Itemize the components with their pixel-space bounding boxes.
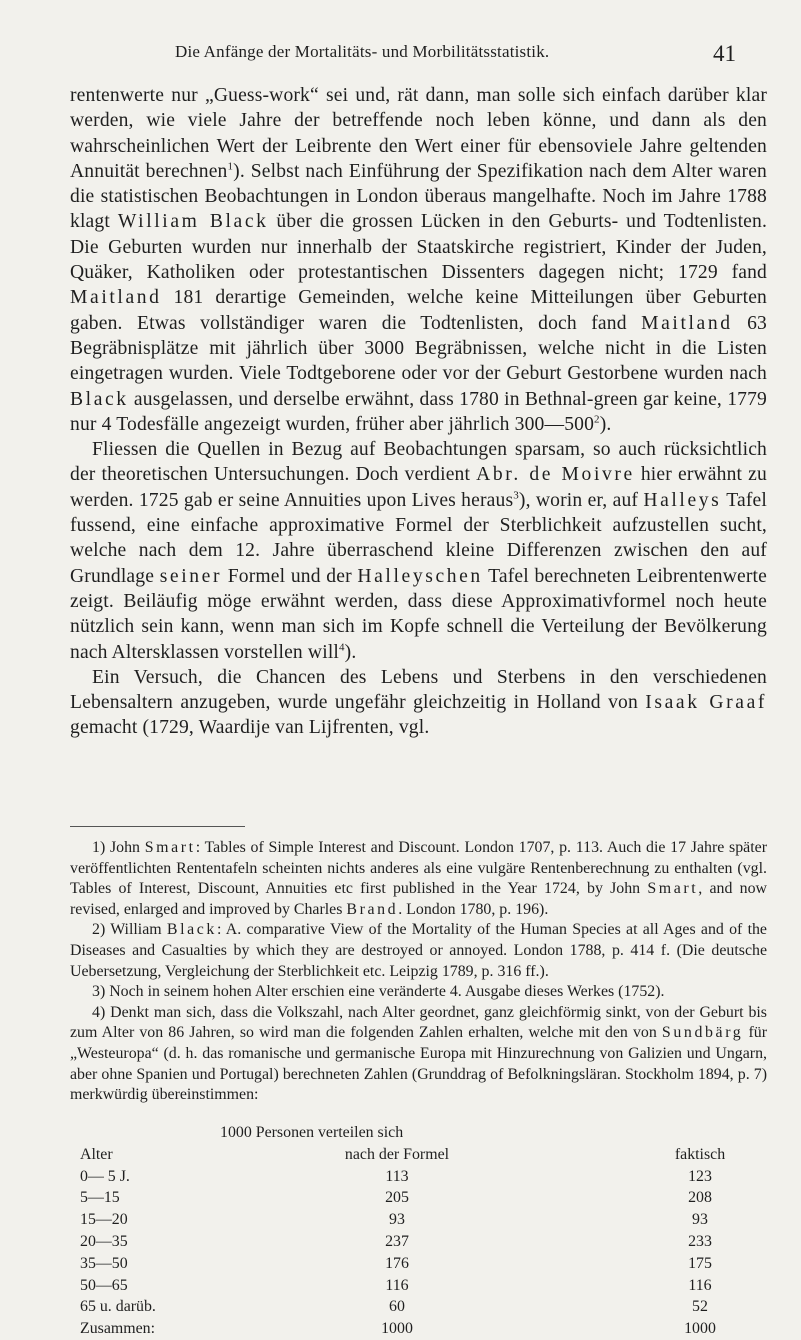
spaced-name: Maitland: [70, 287, 162, 309]
spaced-name: Halleys: [643, 489, 722, 511]
col-header-formula: nach der Formel: [344, 1145, 450, 1163]
table-row: [80, 1209, 770, 1231]
paragraph: [70, 665, 767, 741]
table-row: [80, 1231, 770, 1253]
table-row: [80, 1166, 770, 1188]
text-run: Tafel fussend, eine einfache approximative Formel der Sterblichkeit aufzustellen sucht, welche nach dem 12. Jahre überraschend kleine Differenzen zwischen den auf Grundlage: [70, 489, 767, 587]
spaced-name: Brand: [346, 900, 399, 918]
cell-formula: 205: [385, 1189, 409, 1207]
footnote: [70, 920, 767, 982]
text-run: für „Westeuropa“ (d. h. das romanische und germanische Europa mit Hinzurechnung von Galizien und Ungarn, aber ohne Spanien und Portugal) berechneten Zahlen (Grunddrag of Befolkningsläran. Stockholm 1894, p. 7) merkwürdig übereinstimmen:: [70, 1024, 767, 1104]
footnote: [70, 838, 767, 920]
text-run: 1) John: [92, 839, 145, 856]
spaced-name: Abr. de Moivre: [476, 464, 635, 486]
text-run: ). Selbst nach Einführung der Spezifikation nach dem Alter waren die statistischen Beobachtungen in London überaus mangelhafte. Noch im Jahre 1788 klagt: [70, 160, 767, 233]
cell-actual: 116: [688, 1276, 712, 1294]
text-run: 4) Denkt man sich, dass die Volkszahl, nach Alter geordnet, ganz gleichförmig sinkt, von der Geburt bis zum Alter von 86 Jahren, so wird man die folgenden Zahlen erhalten, welche mit den von: [70, 1003, 767, 1042]
cell-age: 15—20: [80, 1211, 128, 1229]
text-run: : A. comparative View of the Mortality of the Human Species at all Ages and of the Diseases and Casualties by which they are destroyed or annoyed. London 1788, p. 414 f. (Die deutsche Uebersetzung, Vergleichung der Sterblichkeit etc. Leipzig 1789, p. 316 ff.).: [70, 921, 767, 980]
table-row: [80, 1296, 770, 1318]
text-run: : Tables of Simple Interest and Discount. London 1707, p. 113. Auch die 17 Jahre später veröffentlichten Rententafeln scheinten nichts anderes als eine vulgäre Rentenberechnung zu enthalten (vgl. Tables of Interest, Discount, Annuities etc first published in the Year 1724, by John: [70, 839, 767, 898]
spaced-name: Black: [70, 388, 129, 410]
cell-formula: 1000: [381, 1320, 413, 1338]
text-run: Fliessen die Quellen in Bezug auf Beobachtungen sparsam, so auch rücksichtlich der theoretischen Untersuchungen. Doch verdient: [70, 439, 767, 486]
spaced-name: Sundbärg: [661, 1024, 744, 1042]
text-run: 3) Noch in seinem hohen Alter erschien eine veränderte 4. Ausgabe dieses Werkes (1752).: [92, 983, 665, 1001]
table-row: [80, 1318, 770, 1340]
text-run: ausgelassen, und derselbe erwähnt, dass 1780 in Bethnal-green gar keine, 1779 nur 4 Todesfälle angezeigt wurden, früher aber jährlich 300—500: [70, 388, 767, 435]
footnote-ref: 1: [227, 160, 234, 173]
table-caption-row: [80, 1122, 770, 1144]
running-title: Die Anfänge der Mortalitäts- und Morbilitätsstatistik.: [175, 42, 550, 61]
spaced-name: Isaak Graaf: [645, 692, 767, 714]
cell-age: Zusammen:: [80, 1320, 156, 1338]
text-run: über die grossen Lücken in den Geburts- und Todtenlisten. Die Geburten wurden nur innerhalb der Staatskirche registriert, Kinder der Juden, Quäker, Katholiken oder protestantischen Dissenters dagegen nicht; 1729 fand: [70, 211, 767, 284]
cell-formula: 93: [389, 1211, 405, 1229]
spaced-name: seiner: [159, 565, 223, 587]
footnote-separator: [70, 826, 245, 827]
paragraph: [70, 437, 767, 665]
col-header-actual: faktisch: [674, 1145, 726, 1163]
text-run: hier erwähnt zu werden. 1725 gab er seine Annuities upon Lives heraus: [70, 464, 767, 511]
cell-age: 65 u. darüb.: [80, 1298, 156, 1316]
text-run: Ein Versuch, die Chancen des Lebens und Sterbens in den verschiedenen Lebensaltern anzugeben, wurde ungefähr gleichzeitig in Holland von: [70, 666, 767, 714]
cell-age: 20—35: [80, 1232, 128, 1250]
cell-formula: 113: [385, 1167, 409, 1185]
page-number: 41: [713, 41, 736, 66]
paragraph: [70, 83, 767, 437]
text-run: 63 Begräbnisplätze mit jährlich über 3000 Begräbnissen, welche nicht in die Listen eingetragen wurden. Viele Todtgeborene oder vor der Geburt Gestorbene wurden nach: [70, 312, 767, 385]
cell-actual: 52: [692, 1298, 708, 1316]
text-run: ), worin er, auf: [518, 489, 644, 511]
footnote: [70, 982, 767, 1003]
cell-actual: 123: [688, 1167, 712, 1185]
cell-actual: 233: [688, 1232, 712, 1250]
body-text: [70, 83, 767, 741]
spaced-name: Maitland: [641, 312, 733, 334]
text-run: Formel und der: [222, 565, 358, 587]
text-run: ).: [599, 413, 612, 435]
text-run: ).: [344, 641, 357, 663]
footnote-ref: 3: [513, 489, 519, 502]
footnotes: [70, 838, 767, 1106]
text-run: gemacht (1729, Waardije van Lijfrenten, vgl.: [70, 717, 430, 739]
table-row: [80, 1275, 770, 1297]
col-header-age: Alter: [80, 1145, 113, 1163]
cell-actual: 208: [688, 1189, 712, 1207]
text-run: Tafel berechneten Leibrentenwerte zeigt. Beiläufig möge erwähnt werden, dass diese Approximativformel noch heute nützlich sein kann, wenn man sich im Kopfe schnell die Verteilung der Bevölkerung nach Altersklassen vorstellen will: [70, 565, 767, 663]
cell-age: 5—15: [80, 1189, 120, 1207]
spaced-name: Smart: [144, 839, 196, 856]
cell-actual: 1000: [684, 1320, 716, 1338]
text-run: rentenwerte nur „Guess-work“ sei und, rät dann, man solle sich einfach darüber klar werden, wie viele Jahre der betreffende noch leben könne, und dann als den wahrscheinlichen Wert der Leibrente den Wert einer für ebensoviele Jahre geltenden Annuität berechnen: [70, 85, 767, 182]
cell-formula: 60: [389, 1298, 405, 1316]
footnote-ref: 2: [594, 413, 600, 426]
cell-age: 0— 5 J.: [80, 1167, 130, 1185]
table-row: [80, 1187, 770, 1209]
running-header: [0, 42, 801, 72]
cell-age: 35—50: [80, 1254, 128, 1272]
text-run: , and now revised, enlarged and improved by Charles: [70, 880, 767, 918]
cell-formula: 237: [385, 1232, 409, 1250]
cell-actual: 93: [692, 1211, 708, 1229]
text-run: 2) William: [92, 921, 167, 939]
text-run: . London 1780, p. 196).: [398, 900, 549, 918]
footnote: [70, 1003, 767, 1106]
table-row: [80, 1253, 770, 1275]
spaced-name: William Black: [117, 211, 269, 233]
spaced-name: Black: [166, 921, 217, 939]
cell-formula: 116: [385, 1276, 409, 1294]
cell-actual: 175: [688, 1254, 712, 1272]
spaced-name: Smart: [647, 880, 699, 898]
spaced-name: Halleyschen: [357, 565, 483, 587]
age-distribution-table: [80, 1122, 770, 1340]
footnote-ref: 4: [339, 641, 345, 653]
cell-age: 50—65: [80, 1276, 128, 1294]
text-run: 181 derartige Gemeinden, welche keine Mitteilungen über Geburten gaben. Etwas vollständiger waren die Todtenlisten, doch fand: [70, 287, 767, 334]
cell-formula: 176: [385, 1254, 409, 1272]
table-header-row: [80, 1144, 770, 1166]
table-caption: 1000 Personen verteilen sich: [220, 1124, 404, 1141]
